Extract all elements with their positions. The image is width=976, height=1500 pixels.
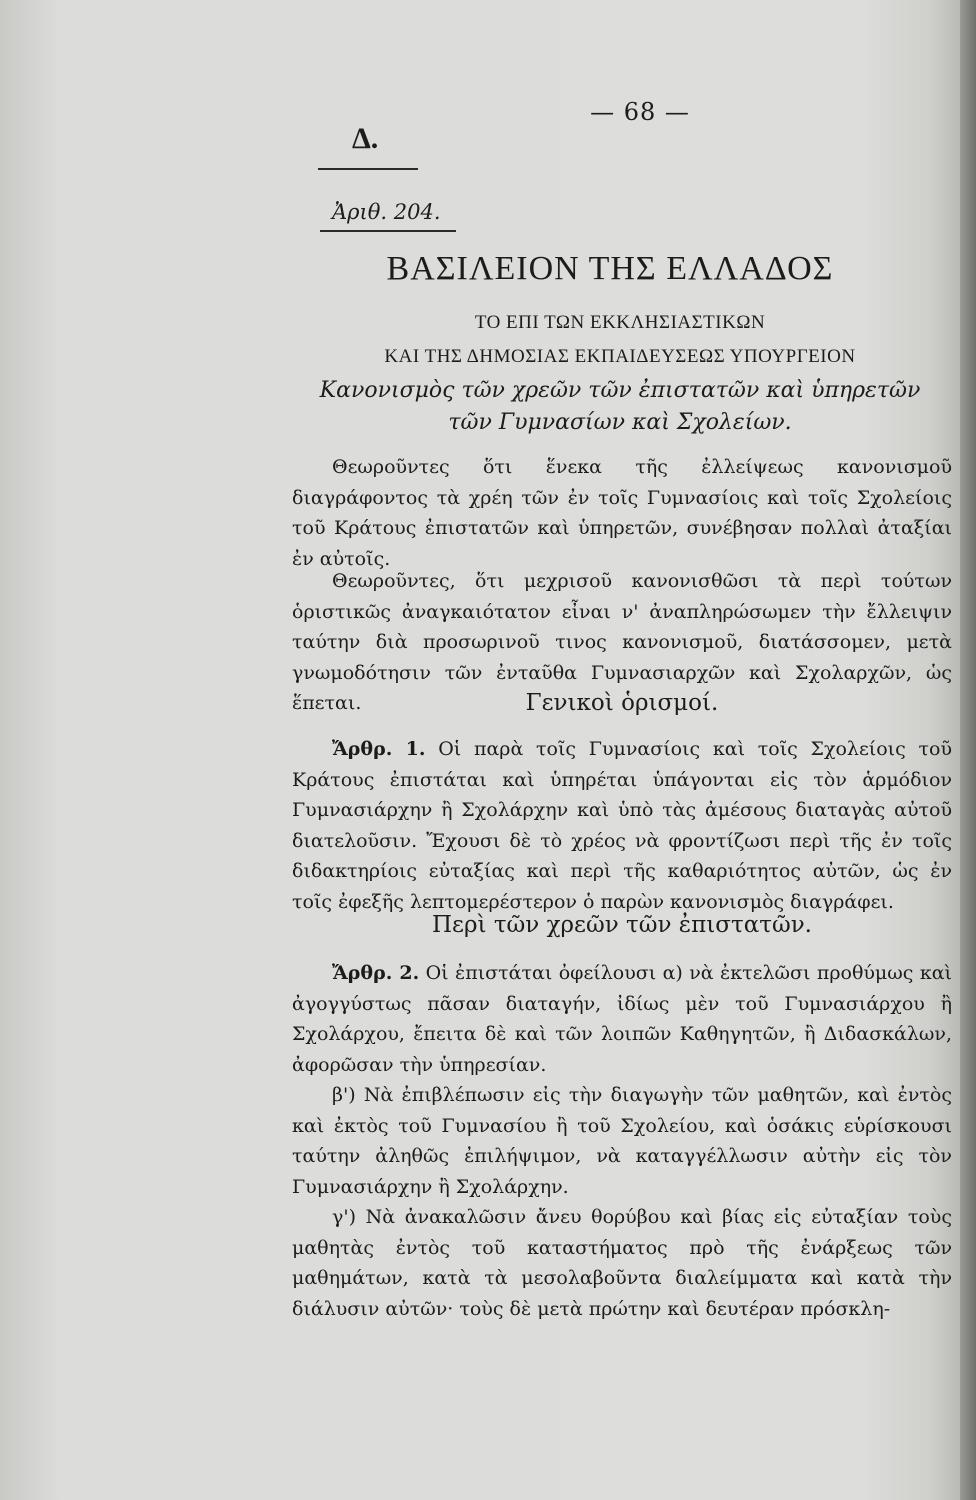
regulation-title-line-1: Κανονισμὸς τῶν χρεῶν τῶν ἐπιστατῶν καὶ ὑπηρετῶν	[319, 378, 921, 403]
article-2	[292, 958, 952, 1324]
item-b: β') Νὰ ἐπιβλέπωσιν εἰς τὴν διαγωγὴν τῶν μαθητῶν, καὶ ἐντὸς καὶ ἐκτὸς τοῦ Γυμνασίου ἢ τοῦ Σχολείου, καὶ ὁσάκις εὑρίσκουσι ταύτην ἀληθῶς ἐπιλήψιμον, νὰ καταγγέλλωσιν αὐτὴν εἰς τὸν Γυμνασιάρχην ἢ Σχολάρχην.	[292, 1084, 952, 1198]
section-heading-duties: Περὶ τῶν χρεῶν τῶν ἐπιστατῶν.	[432, 912, 812, 938]
page-number: — 68 —	[590, 98, 690, 126]
preamble-paragraph-1	[292, 452, 952, 574]
book-spine-shadow	[960, 0, 976, 1500]
section-heading-general: Γενικοὶ ὁρισμοί.	[525, 690, 719, 716]
regulation-title-line-2: τῶν Γυμνασίων καὶ Σχολείων.	[448, 410, 792, 435]
article-1	[292, 734, 952, 917]
page-title: ΒΑΣΙΛΕΙΟΝ ΤΗΣ ΕΛΛΑΔΟΣ	[386, 250, 834, 287]
section-mark: Δ.	[352, 122, 379, 155]
paragraph-text: Θεωροῦντες ὅτι ἕνεκα τῆς ἐλλείψεως κανονισμοῦ διαγράφοντος τὰ χρέη τῶν ἐν τοῖς Γυμνασίοις καὶ τοῖς Σχολείοις τοῦ Κράτους ἐπιστατῶν καὶ ὑπηρετῶν, συνέβησαν πολλαὶ ἀταξίαι ἐν αὐτοῖς.	[292, 456, 952, 570]
divider-rule	[318, 168, 418, 170]
article-text: Οἱ ἐπιστάται ὀφείλουσι α) νὰ ἐκτελῶσι προθύμως καὶ ἀγογγύστως πᾶσαν διαταγήν, ἰδίως μὲν τοῦ Γυμνασιάρχου ἢ Σχολάρχου, ἔπειτα δὲ καὶ τῶν λοιπῶν Καθηγητῶν, ἢ Διδασκάλων, ἀφορῶσαν τὴν ὑπηρεσίαν.	[292, 962, 952, 1076]
item-c: γ') Νὰ ἀνακαλῶσιν ἄνευ θορύβου καὶ βίας εἰς εὐταξίαν τοὺς μαθητὰς ἐντὸς τοῦ καταστήματος πρὸ τῆς ἐνάρξεως τῶν μαθημάτων, κατὰ τὰ μεσολαβοῦντα διαλείμματα καὶ κατὰ τὴν διάλυσιν αὐτῶν· τοὺς δὲ μετὰ πρώτην καὶ δευτέραν πρόσκλη-	[292, 1206, 952, 1320]
paragraph-text: Θεωροῦντες, ὅτι μεχρισοῦ κανονισθῶσι τὰ περὶ τούτων ὁριστικῶς ἀναγκαιότατον εἶναι ν' ἀναπληρώσωμεν τὴν ἔλλειψιν ταύτην διὰ προσωρινοῦ τινος κανονισμοῦ, διατάσσομεν, μετὰ γνωμοδότησιν τῶν ἐνταῦθα Γυμνασιαρχῶν καὶ Σχολαρχῶν, ὡς ἕπεται.	[292, 570, 952, 714]
article-label: Ἄρθρ. 2.	[332, 962, 420, 984]
document-number: Ἀριθ. 204.	[332, 200, 441, 224]
article-text: Οἱ παρὰ τοῖς Γυμνασίοις καὶ τοῖς Σχολείοις τοῦ Κράτους ἐπιστάται καὶ ὑπηρέται ὑπάγονται εἰς τὸν ἁρμόδιον Γυμνασιάρχην ἢ Σχολάρχην καὶ ὑπὸ τὰς ἀμέσους διαταγὰς αὐτοῦ διατελοῦσιν. Ἔχουσι δὲ τὸ χρέος νὰ φροντίζωσι περὶ τῆς ἐν τοῖς διδακτηρίοις εὐταξίας καὶ περὶ τῆς καθαριότητος αὐτῶν, ὡς ἐν τοῖς ἐφεξῆς λεπτομερέστερον ὁ παρὼν κανονισμὸς διαγράφει.	[292, 738, 952, 913]
ministry-line-2: ΚΑΙ ΤΗΣ ΔΗΜΟΣΙΑΣ ΕΚΠΑΙΔΕΥΣΕΩΣ ΥΠΟΥΡΓΕΙΟΝ	[384, 346, 856, 367]
article-label: Ἄρθρ. 1.	[332, 738, 426, 760]
ministry-line-1: ΤΟ ΕΠΙ ΤΩΝ ΕΚΚΛΗΣΙΑΣΤΙΚΩΝ	[474, 312, 766, 333]
divider-rule	[320, 230, 456, 232]
